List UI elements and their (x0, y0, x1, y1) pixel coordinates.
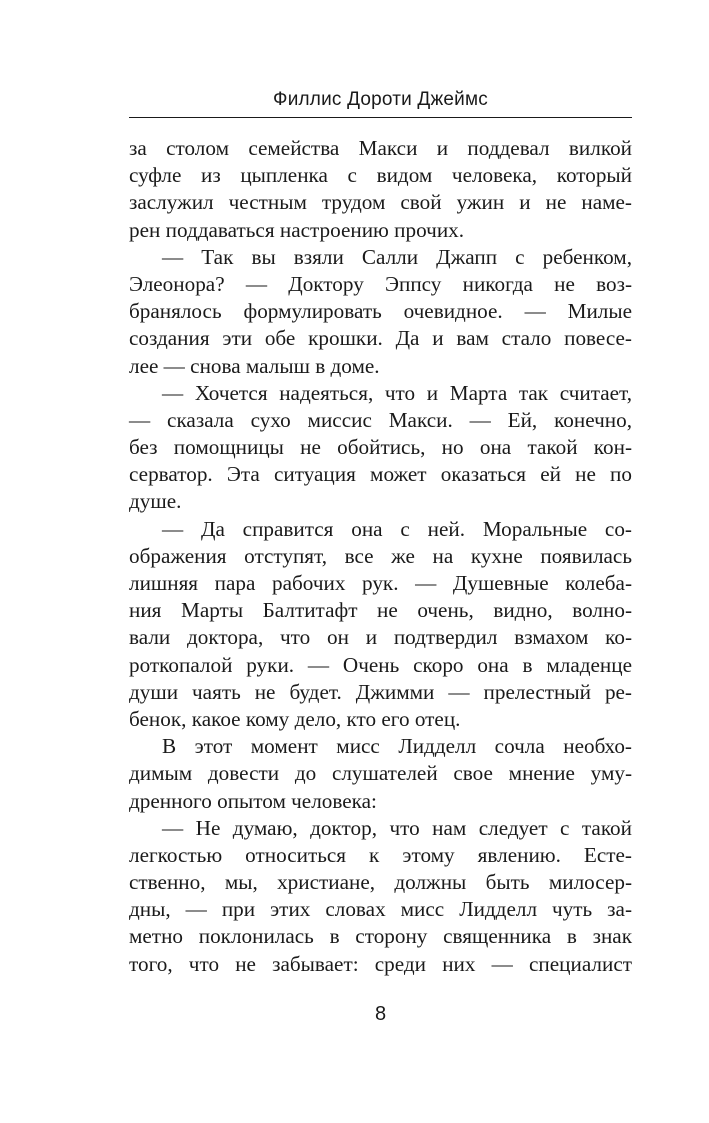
text-line: дны, — при этих словах мисс Лидделл чуть за- (129, 897, 632, 922)
text-line: — Так вы взяли Салли Джапп с ребенком, (162, 244, 632, 269)
text-line: метно поклонилась в сторону священника в знак (129, 924, 632, 949)
text-line: — Хочется надеяться, что и Марта так считает, (162, 380, 632, 405)
text-line: рен поддаваться настроению прочих. (129, 217, 465, 242)
text-line: роткопалой руки. — Очень скоро она в младенце (129, 652, 632, 677)
text-line: лишняя пара рабочих рук. — Душевные колеба- (129, 571, 632, 595)
text-line: бенок, какое кому дело, кто его отец. (129, 706, 461, 731)
text-line: создания эти обе крошки. Да и вам стало повесе- (129, 326, 632, 351)
body-text (129, 135, 632, 978)
text-line: душе. (129, 489, 182, 514)
text-line: Элеонора? — Доктору Эппсу никогда не воз- (129, 271, 632, 296)
running-head: Филлис Дороти Джеймс (273, 89, 488, 110)
text-line: заслужил честным трудом свой ужин и не наме- (129, 190, 632, 215)
text-line: суфле из цыпленка с видом человека, который (129, 163, 632, 188)
text-line: — Да справится она с ней. Моральные со- (162, 516, 632, 541)
text-line: лее — снова малыш в доме. (129, 353, 380, 378)
text-line: дренного опытом человека: (129, 788, 377, 813)
text-line: ственно, мы, христиане, должны быть милосер- (129, 870, 632, 895)
text-line: — сказала сухо миссис Макси. — Ей, конечно, (129, 407, 632, 432)
text-line: — Не думаю, доктор, что нам следует с такой (162, 815, 632, 840)
text-line: ния Марты Балтитафт не очень, видно, волно- (129, 598, 632, 623)
page-number: 8 (374, 1003, 387, 1025)
text-line: за столом семейства Макси и поддевал вилкой (129, 136, 632, 160)
text-line: бранялось формулировать очевидное. — Милые (129, 299, 632, 324)
text-line: ображения отступят, все же на кухне появилась (129, 543, 632, 568)
text-line: В этот момент мисс Лидделл сочла необхо- (162, 734, 632, 759)
text-line: без помощницы не обойтись, но она такой кон- (129, 435, 632, 460)
text-line: димым довести до слушателей свое мнение уму- (129, 761, 632, 786)
text-line: того, что не забывает: среди них — специалист (129, 951, 632, 976)
text-line: серватор. Эта ситуация может оказаться ей не по (129, 462, 632, 487)
text-line: легкостью относиться к этому явлению. Есте- (129, 842, 632, 867)
text-line: вали доктора, что он и подтвердил взмахом ко- (129, 625, 632, 650)
text-line: души чаять не будет. Джимми — прелестный ре- (129, 679, 632, 704)
header-rule (129, 117, 632, 118)
